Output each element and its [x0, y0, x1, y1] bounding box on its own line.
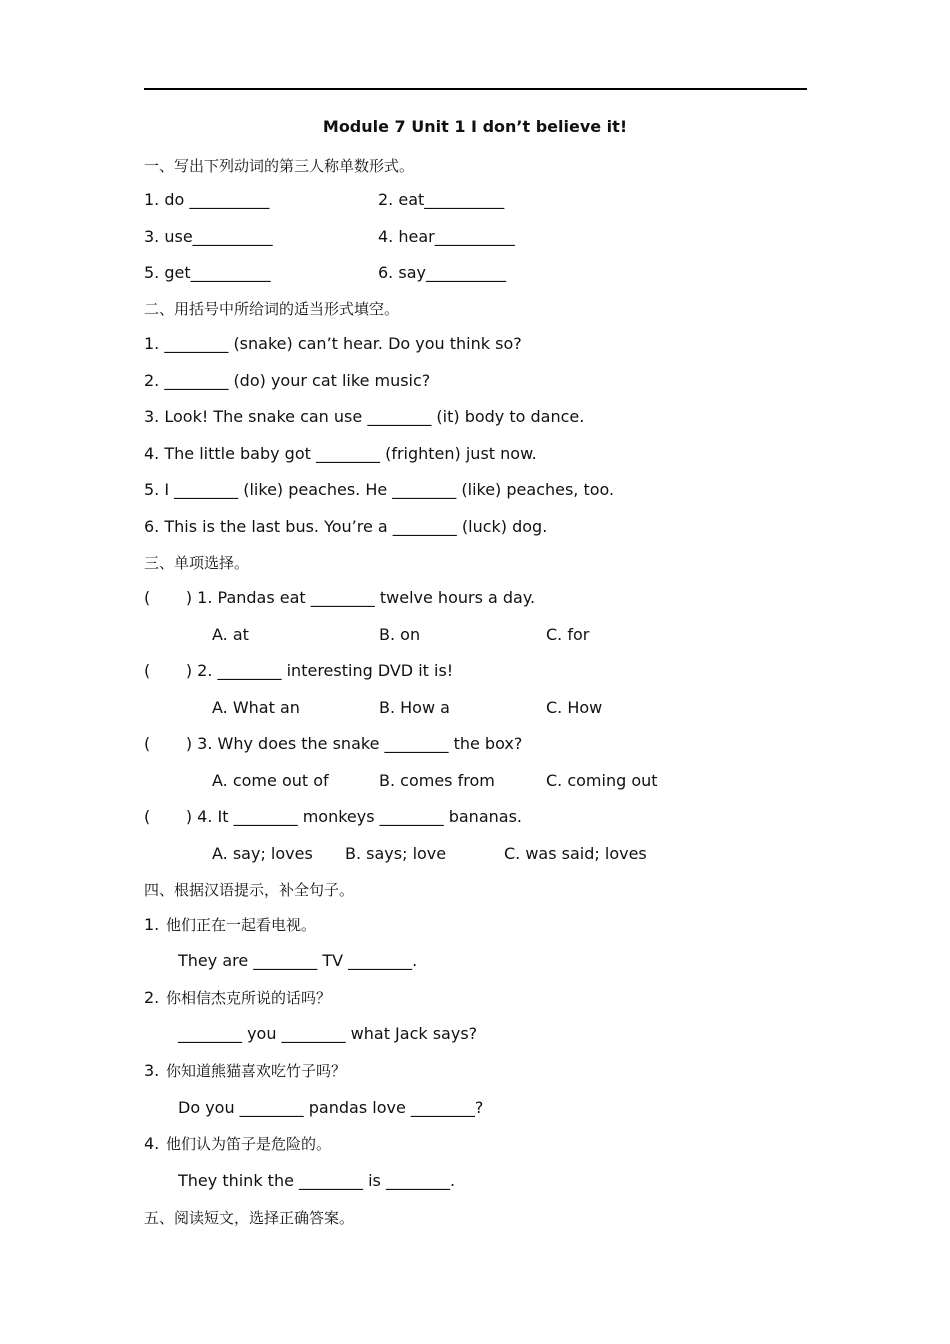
- s3-q4-option-a: A. say; loves: [212, 844, 313, 863]
- section-5-heading: 五、阅读短文，选择正确答案。: [144, 1209, 355, 1227]
- s3-q3-option-c: C. coming out: [546, 771, 658, 790]
- s3-q4-option-b: B. says; love: [345, 844, 447, 863]
- s4-item-3-chinese: 你知道熊猫喜欢吃竹子吗？: [166, 1062, 347, 1080]
- s4-item-4-english: They think the ________ is ________.: [178, 1171, 456, 1190]
- s1-item-3: 3. use__________: [144, 227, 273, 246]
- s3-q2-option-a: A. What an: [212, 698, 300, 717]
- section-4-heading: 四、根据汉语提示，补全句子。: [144, 881, 355, 899]
- s3-q4-option-c: C. was said; loves: [504, 844, 647, 863]
- s2-item-3: 3. Look! The snake can use ________ (it) body to dance.: [144, 407, 585, 426]
- s1-item-4: 4. hear__________: [378, 227, 515, 246]
- s3-question-3: ( ) 3. Why does the snake ________ the box?: [144, 734, 523, 753]
- s2-item-4: 4. The little baby got ________ (frighten) just now.: [144, 444, 537, 463]
- s3-question-4: ( ) 4. It ________ monkeys ________ bananas.: [144, 807, 522, 826]
- s3-q1-option-b: B. on: [379, 625, 421, 644]
- s3-q1-option-c: C. for: [546, 625, 590, 644]
- section-3-heading: 三、单项选择。: [144, 554, 250, 572]
- s2-item-2: 2. ________ (do) your cat like music?: [144, 371, 431, 390]
- s4-item-3-english: Do you ________ pandas love ________?: [178, 1098, 484, 1117]
- s4-item-2-chinese: 你相信杰克所说的话吗？: [166, 989, 332, 1007]
- header-rule: [144, 88, 807, 90]
- s2-item-6: 6. This is the last bus. You’re a ________ (luck) dog.: [144, 517, 548, 536]
- s3-q3-option-a: A. come out of: [212, 771, 329, 790]
- s1-item-5: 5. get__________: [144, 263, 271, 282]
- s4-item-1-english: They are ________ TV ________.: [178, 951, 418, 970]
- s4-item-2-english: ________ you ________ what Jack says?: [178, 1024, 478, 1043]
- s1-item-2: 2. eat__________: [378, 190, 505, 209]
- s4-item-4-chinese: 他们认为笛子是危险的。: [166, 1135, 332, 1153]
- section-2-heading: 二、用括号中所给词的适当形式填空。: [144, 300, 400, 318]
- section-1-heading: 一、写出下列动词的第三人称单数形式。: [144, 157, 415, 175]
- s2-item-1: 1. ________ (snake) can’t hear. Do you think so?: [144, 334, 522, 353]
- s3-q2-option-b: B. How a: [379, 698, 450, 717]
- s4-item-2-number: 2.: [144, 988, 160, 1007]
- s2-item-5: 5. I ________ (like) peaches. He ________ (like) peaches, too.: [144, 480, 615, 499]
- s1-item-1: 1. do __________: [144, 190, 270, 209]
- s4-item-4-number: 4.: [144, 1134, 160, 1153]
- s4-item-1-number: 1.: [144, 915, 160, 934]
- page-title: Module 7 Unit 1 I don’t believe it!: [322, 117, 628, 136]
- s4-item-1-chinese: 他们正在一起看电视。: [166, 916, 317, 934]
- s3-question-2: ( ) 2. ________ interesting DVD it is!: [144, 661, 454, 680]
- s3-q3-option-b: B. comes from: [379, 771, 495, 790]
- s4-item-3-number: 3.: [144, 1061, 160, 1080]
- s3-q1-option-a: A. at: [212, 625, 249, 644]
- s3-q2-option-c: C. How: [546, 698, 603, 717]
- s1-item-6: 6. say__________: [378, 263, 506, 282]
- s3-question-1: ( ) 1. Pandas eat ________ twelve hours a day.: [144, 588, 536, 607]
